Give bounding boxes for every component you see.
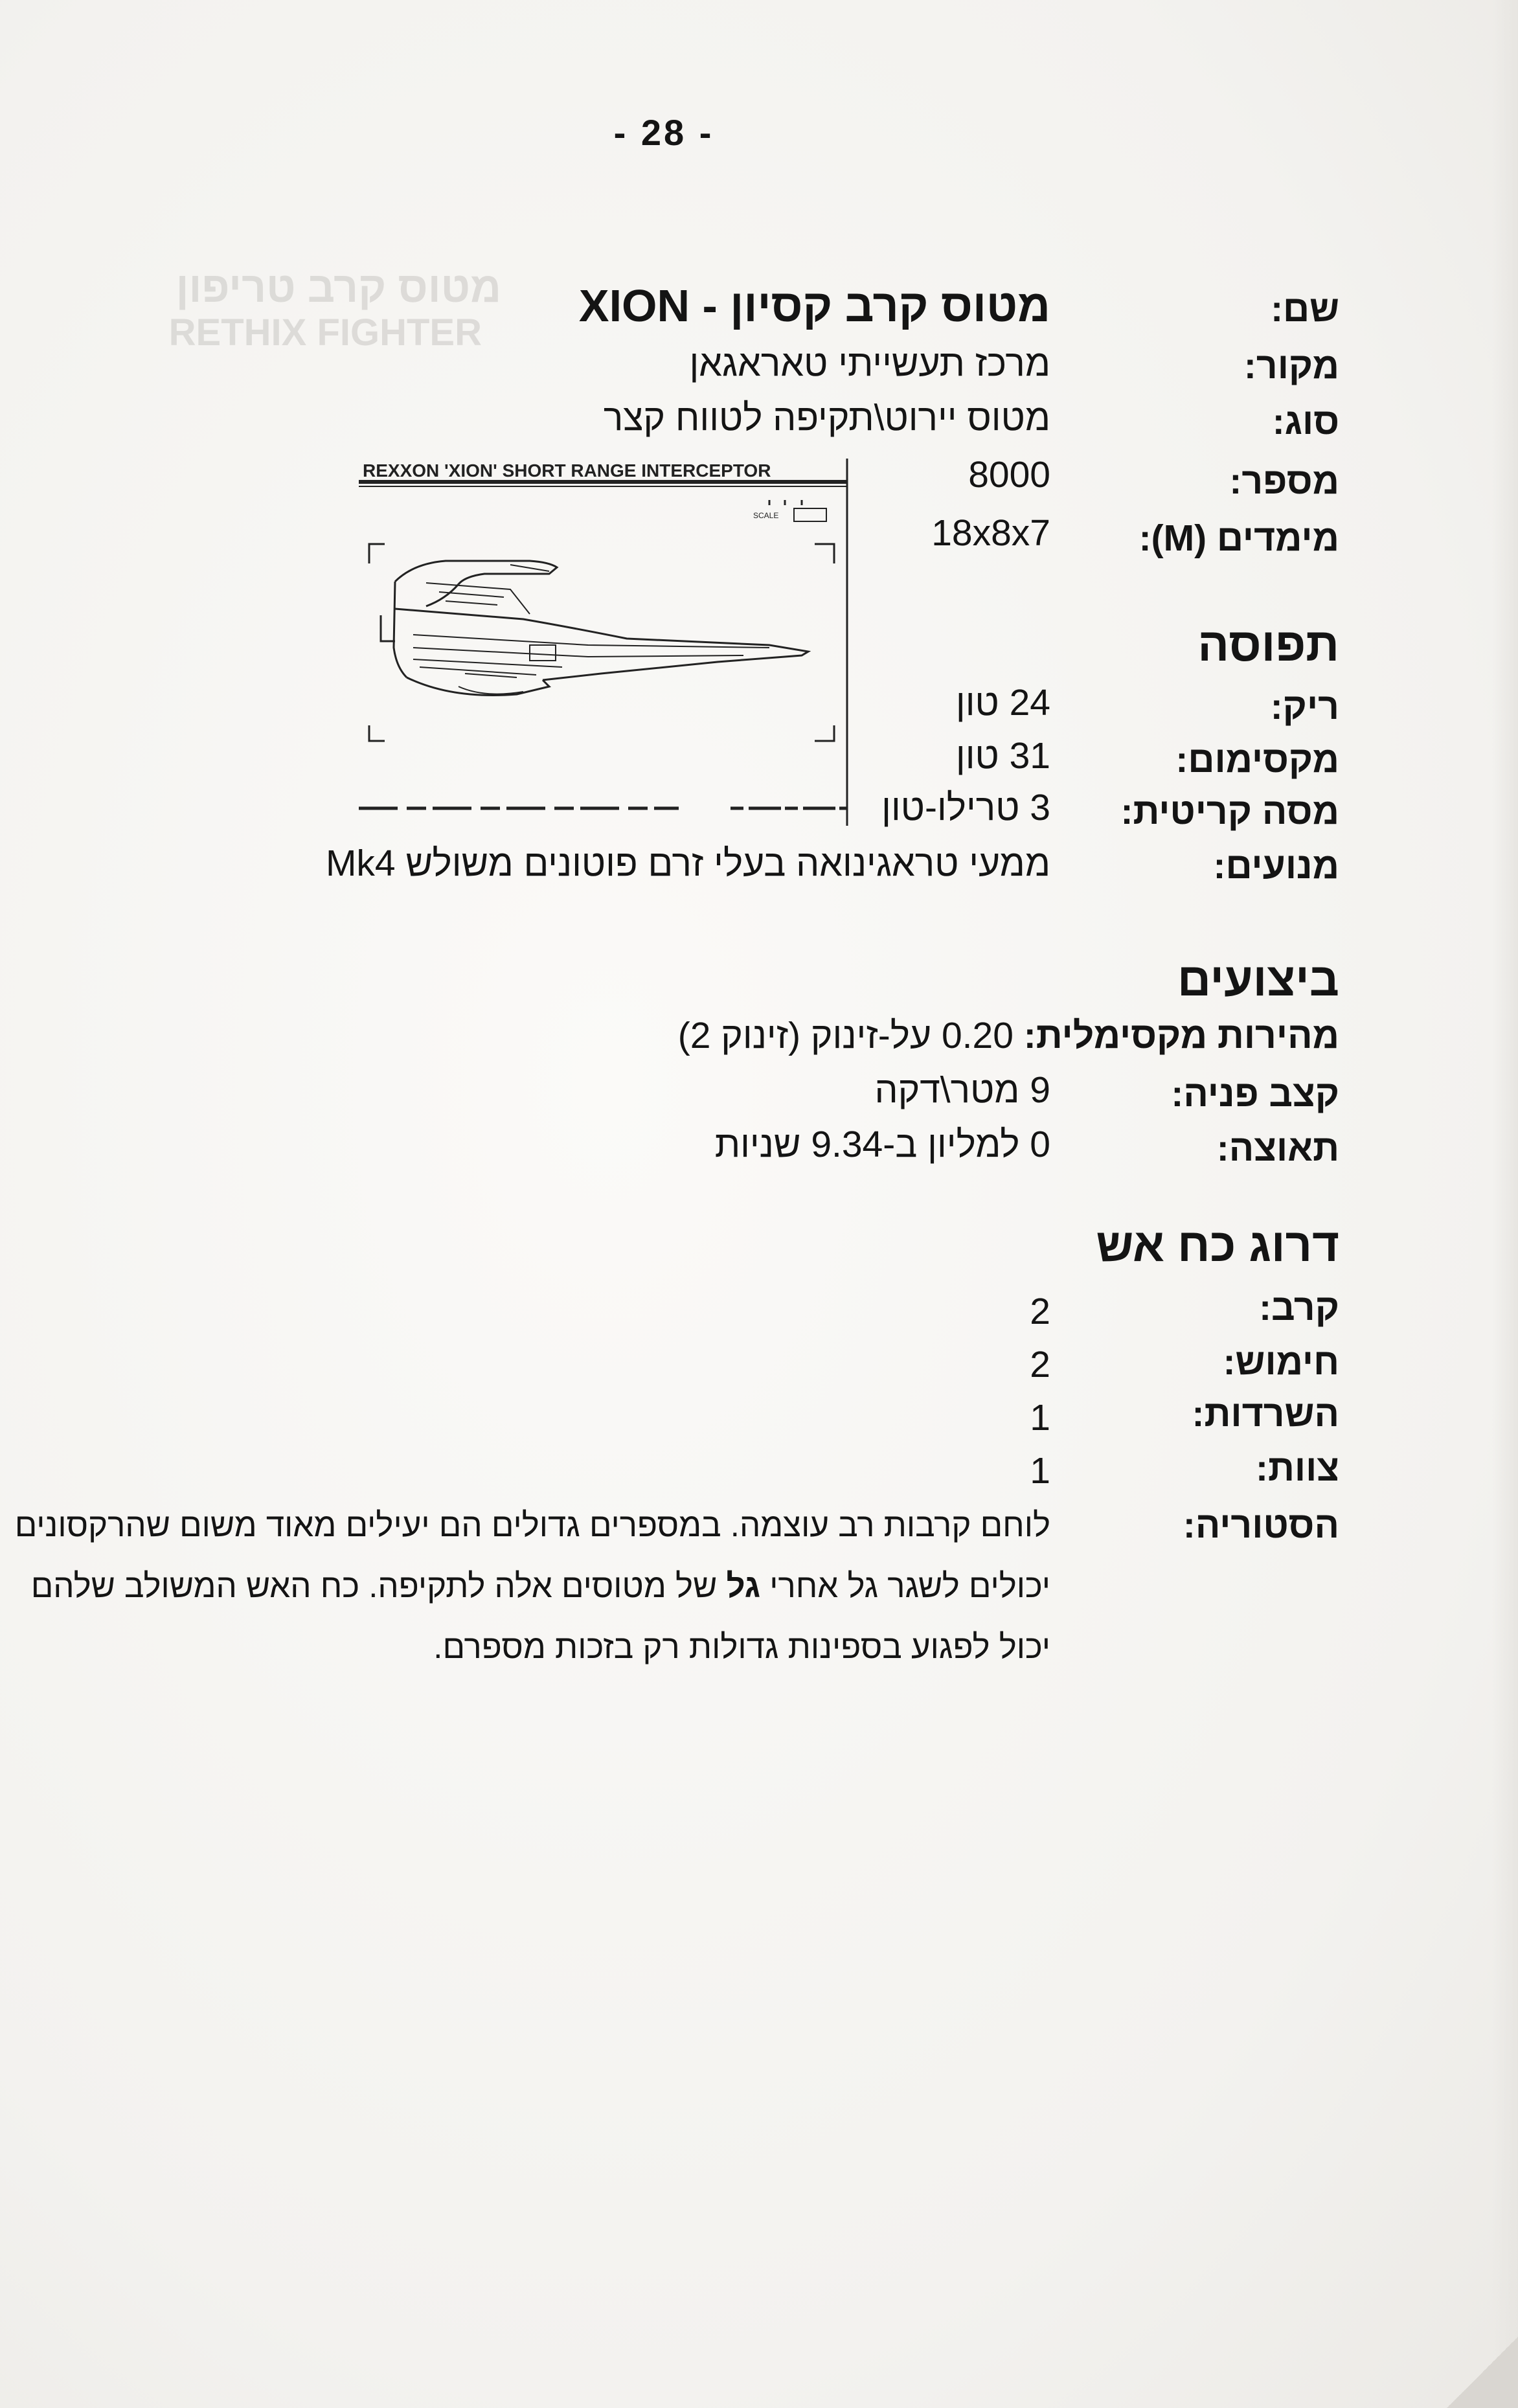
- capacity-label-engines: מנועים:: [1213, 845, 1339, 887]
- spec-value-type: מטוס יירוט\תקיפה לטווח קצר: [603, 397, 1050, 438]
- illustration-caption: REXXON 'XION' SHORT RANGE INTERCEPTOR: [363, 460, 771, 481]
- page-corner-fold: [1447, 2337, 1518, 2408]
- bleed-through-title: מטוס קרב טריפון: [176, 263, 501, 311]
- performance-label-max-speed: מהירות מקסימלית:: [1023, 1015, 1339, 1056]
- performance-value-acceleration: 0 למליון ב-9.34 שניות: [714, 1124, 1050, 1165]
- spec-label-type: סוג:: [1272, 401, 1339, 442]
- capacity-value-critical-mass: 3 טרילו-טון: [881, 787, 1050, 828]
- firepower-label-crew: צוות:: [1255, 1448, 1339, 1489]
- page-title: מטוס קרב קסיון - XION: [578, 280, 1050, 331]
- history-label: הסטוריה:: [1183, 1505, 1339, 1546]
- page-edge-shadow: [1492, 0, 1518, 2408]
- spec-value-dimensions: 18x8x7: [931, 512, 1050, 554]
- firepower-heading: דרוג כח אש: [1096, 1220, 1339, 1271]
- performance-label-turn-rate: קצב פניה:: [1171, 1073, 1339, 1115]
- capacity-value-engines: ממעי טראגינואה בעלי זרם פוטונים משולש Mk4: [325, 843, 1050, 884]
- capacity-value-empty: 24 טון: [955, 682, 1050, 723]
- performance-label-acceleration: תאוצה:: [1216, 1128, 1339, 1169]
- firepower-label-armament: חימוש:: [1223, 1341, 1339, 1383]
- page-number: - 28 -: [613, 112, 714, 153]
- performance-value-turn-rate: 9 מטר\דקה: [874, 1069, 1050, 1111]
- firepower-value-combat: 2: [1030, 1291, 1050, 1332]
- spec-label-dimensions: מימדים (M):: [1138, 517, 1339, 559]
- firepower-value-armament: 2: [1030, 1344, 1050, 1385]
- xion-interceptor-drawing: [355, 453, 848, 826]
- spec-label-number: מספר:: [1229, 460, 1339, 502]
- capacity-label-max: מקסימום:: [1175, 739, 1339, 780]
- firepower-label-combat: קרב:: [1259, 1287, 1339, 1328]
- history-text-1: לוחם קרבות רב עוצמה. במספרים גדולים הם יעילים מאוד משום שהרקסונים יכולים לשגר גל אחרי: [14, 1506, 1050, 1604]
- capacity-heading: תפוסה: [1197, 619, 1339, 671]
- illustration-scale-label: SCALE: [753, 511, 779, 520]
- capacity-value-max: 31 טון: [955, 735, 1050, 777]
- spec-value-number: 8000: [968, 454, 1050, 495]
- firepower-value-survivability: 1: [1030, 1397, 1050, 1438]
- performance-value-max-speed: 0.20 על-זינוק (זינוק 2): [677, 1015, 1014, 1056]
- performance-heading: ביצועים: [1177, 954, 1339, 1006]
- firepower-label-survivability: השרדות:: [1192, 1393, 1339, 1435]
- spec-label-name: שם:: [1271, 288, 1339, 330]
- history-text-2: של מטוסים אלה לתקיפה. כח האש המשולב שלהם יכול לפגוע בספינות גדולות רק בזכות מספרם.: [30, 1567, 1050, 1665]
- capacity-label-empty: ריק:: [1270, 686, 1339, 727]
- history-paragraph: [14, 1495, 1050, 1677]
- performance-max-speed: [678, 1014, 1339, 1057]
- spec-value-origin: מרכז תעשייתי טאראגאן: [689, 343, 1050, 384]
- ship-illustration: [355, 453, 848, 826]
- bleed-through-subtitle: RETHIX FIGHTER: [168, 312, 482, 354]
- history-text-bold: גל: [726, 1567, 761, 1604]
- firepower-value-crew: 1: [1030, 1450, 1050, 1492]
- capacity-label-critical-mass: מסה קריטית:: [1120, 791, 1339, 832]
- spec-label-origin: מקור:: [1243, 345, 1339, 387]
